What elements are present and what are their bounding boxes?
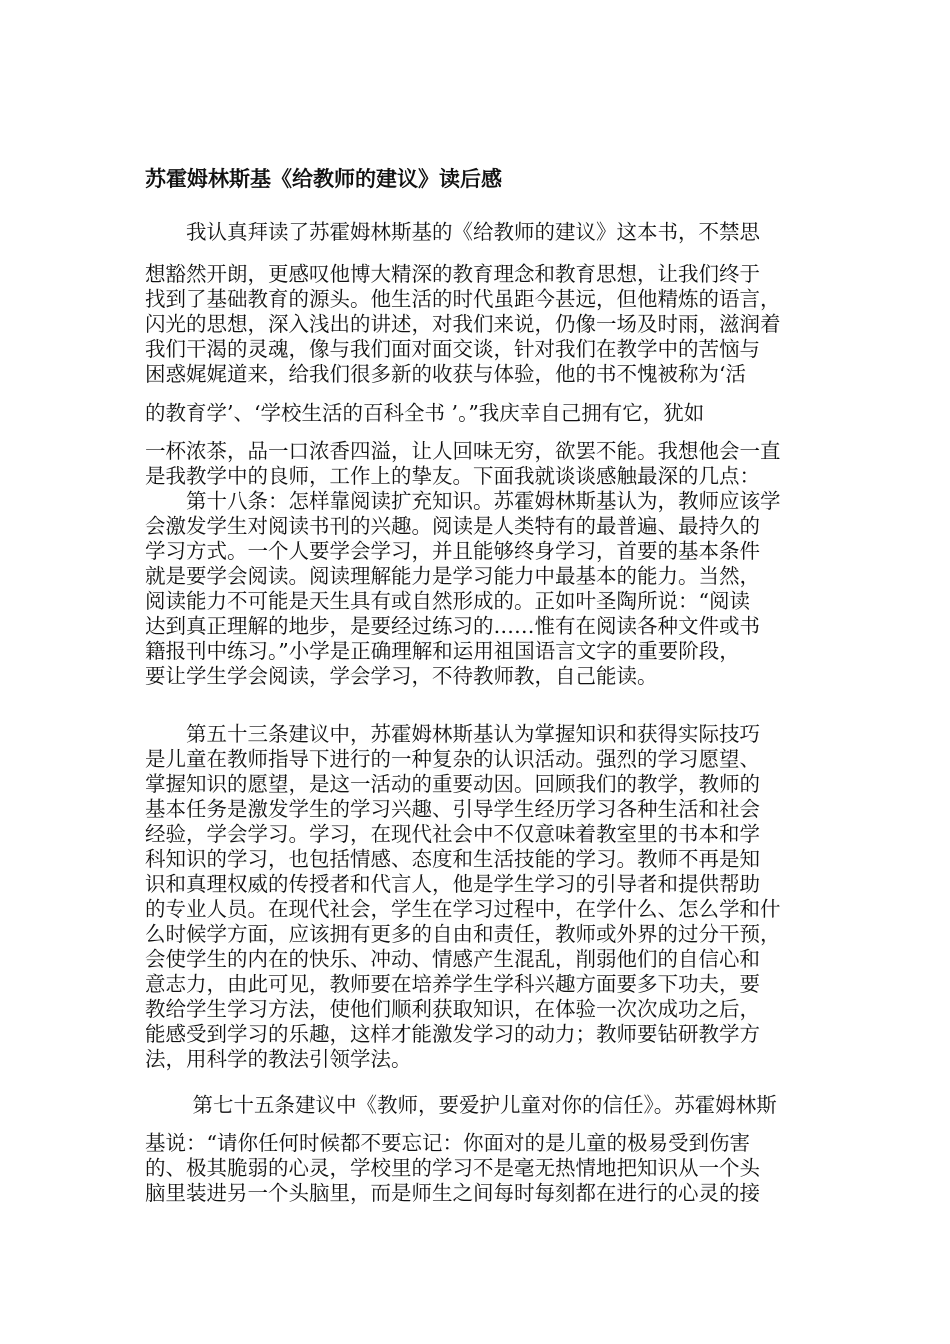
text-line: 的专业人员。在现代社会，学生在学习过程中，在学什么、怎么学和什 — [145, 897, 781, 921]
text-line: 闪光的思想，深入浅出的讲述，对我们来说，仍像一场及时雨，滋润着 — [145, 312, 781, 336]
text-line: 科知识的学习，也包括情感、态度和生活技能的学习。教师不再是知 — [145, 847, 760, 871]
text-line: 籍报刊中练习。”小学是正确理解和运用祖国语言文字的重要阶段， — [145, 639, 740, 663]
text-line: 一杯浓茶，品一口浓香四溢，让人回味无穷，欲罢不能。我想他会一直 — [145, 439, 781, 463]
text-line: 的教育学’、‘学校生活的百科全书 ’。”我庆幸自己拥有它，犹如 — [145, 401, 705, 425]
text-line: 我认真拜读了苏霍姆林斯基的《给教师的建议》这本书，不禁思 — [145, 220, 760, 244]
text-line: 法，用科学的教法引领学法。 — [145, 1047, 412, 1071]
text-line: 意志力，由此可见，教师要在培养学生学科兴趣方面要多下功夫，要 — [145, 972, 760, 996]
text-line: 识和真理权威的传授者和代言人，他是学生学习的引导者和提供帮助 — [145, 872, 760, 896]
text-line: 基本任务是激发学生的学习兴趣、引导学生经历学习各种生活和社会 — [145, 797, 760, 821]
text-line: 第十八条：怎样靠阅读扩充知识。苏霍姆林斯基认为，教师应该学 — [145, 489, 781, 513]
text-line: 第七十五条建议中《教师，要爱护儿童对你的信任》。苏霍姆林斯 — [145, 1093, 777, 1117]
text-line: 会激发学生对阅读书刊的兴趣。阅读是人类特有的最普遍、最持久的 — [145, 514, 760, 538]
text-line: 困惑娓娓道来，给我们很多新的收获与体验，他的书不愧被称为‘活 — [145, 362, 747, 386]
text-line: 的、极其脆弱的心灵，学校里的学习不是毫无热情地把知识从一个头 — [145, 1156, 760, 1180]
text-line: 第五十三条建议中，苏霍姆林斯基认为掌握知识和获得实际技巧 — [145, 722, 760, 746]
text-line: 想豁然开朗，更感叹他博大精深的教育理念和教育思想，让我们终于 — [145, 262, 760, 286]
text-line: 我们干渴的灵魂，像与我们面对面交谈，针对我们在教学中的苦恼与 — [145, 337, 760, 361]
text-line: 掌握知识的愿望，是这一活动的重要动因。回顾我们的教学，教师的 — [145, 772, 760, 796]
text-line: 会使学生的内在的快乐、冲动、情感产生混乱，削弱他们的自信心和 — [145, 947, 760, 971]
text-line: 是我教学中的良师，工作上的挚友。下面我就谈谈感触最深的几点： — [145, 464, 760, 488]
text-line: 达到真正理解的地步，是要经过练习的……惟有在阅读各种文件或书 — [145, 614, 760, 638]
text-line: 要让学生学会阅读，学会学习，不待教师教，自己能读。 — [145, 664, 658, 688]
text-line: 么时候学方面，应该拥有更多的自由和责任，教师或外界的过分干预， — [145, 922, 781, 946]
text-line: 阅读能力不可能是天生具有或自然形成的。正如叶圣陶所说：“阅读 — [145, 589, 750, 613]
text-line: 经验，学会学习。学习，在现代社会中不仅意味着教室里的书本和学 — [145, 822, 760, 846]
text-line: 基说：“请你任何时候都不要忘记：你面对的是儿童的极易受到伤害 — [145, 1131, 750, 1155]
text-line: 教给学生学习方法，使他们顺利获取知识，在体验一次次成功之后， — [145, 997, 760, 1021]
text-line: 找到了基础教育的源头。他生活的时代虽距今甚远，但他精炼的语言， — [145, 287, 781, 311]
text-line: 学习方式。一个人要学会学习，并且能够终身学习，首要的基本条件 — [145, 539, 760, 563]
text-line: 能感受到学习的乐趣，这样才能激发学习的动力；教师要钻研教学方 — [145, 1022, 760, 1046]
document-title: 苏霍姆林斯基《给教师的建议》读后感 — [145, 167, 502, 191]
text-line: 是儿童在教师指导下进行的一种复杂的认识活动。强烈的学习愿望、 — [145, 747, 760, 771]
text-line: 就是要学会阅读。阅读理解能力是学习能力中最基本的能力。当然， — [145, 564, 760, 588]
text-line: 脑里装进另一个头脑里，而是师生之间每时每刻都在进行的心灵的接 — [145, 1181, 760, 1205]
